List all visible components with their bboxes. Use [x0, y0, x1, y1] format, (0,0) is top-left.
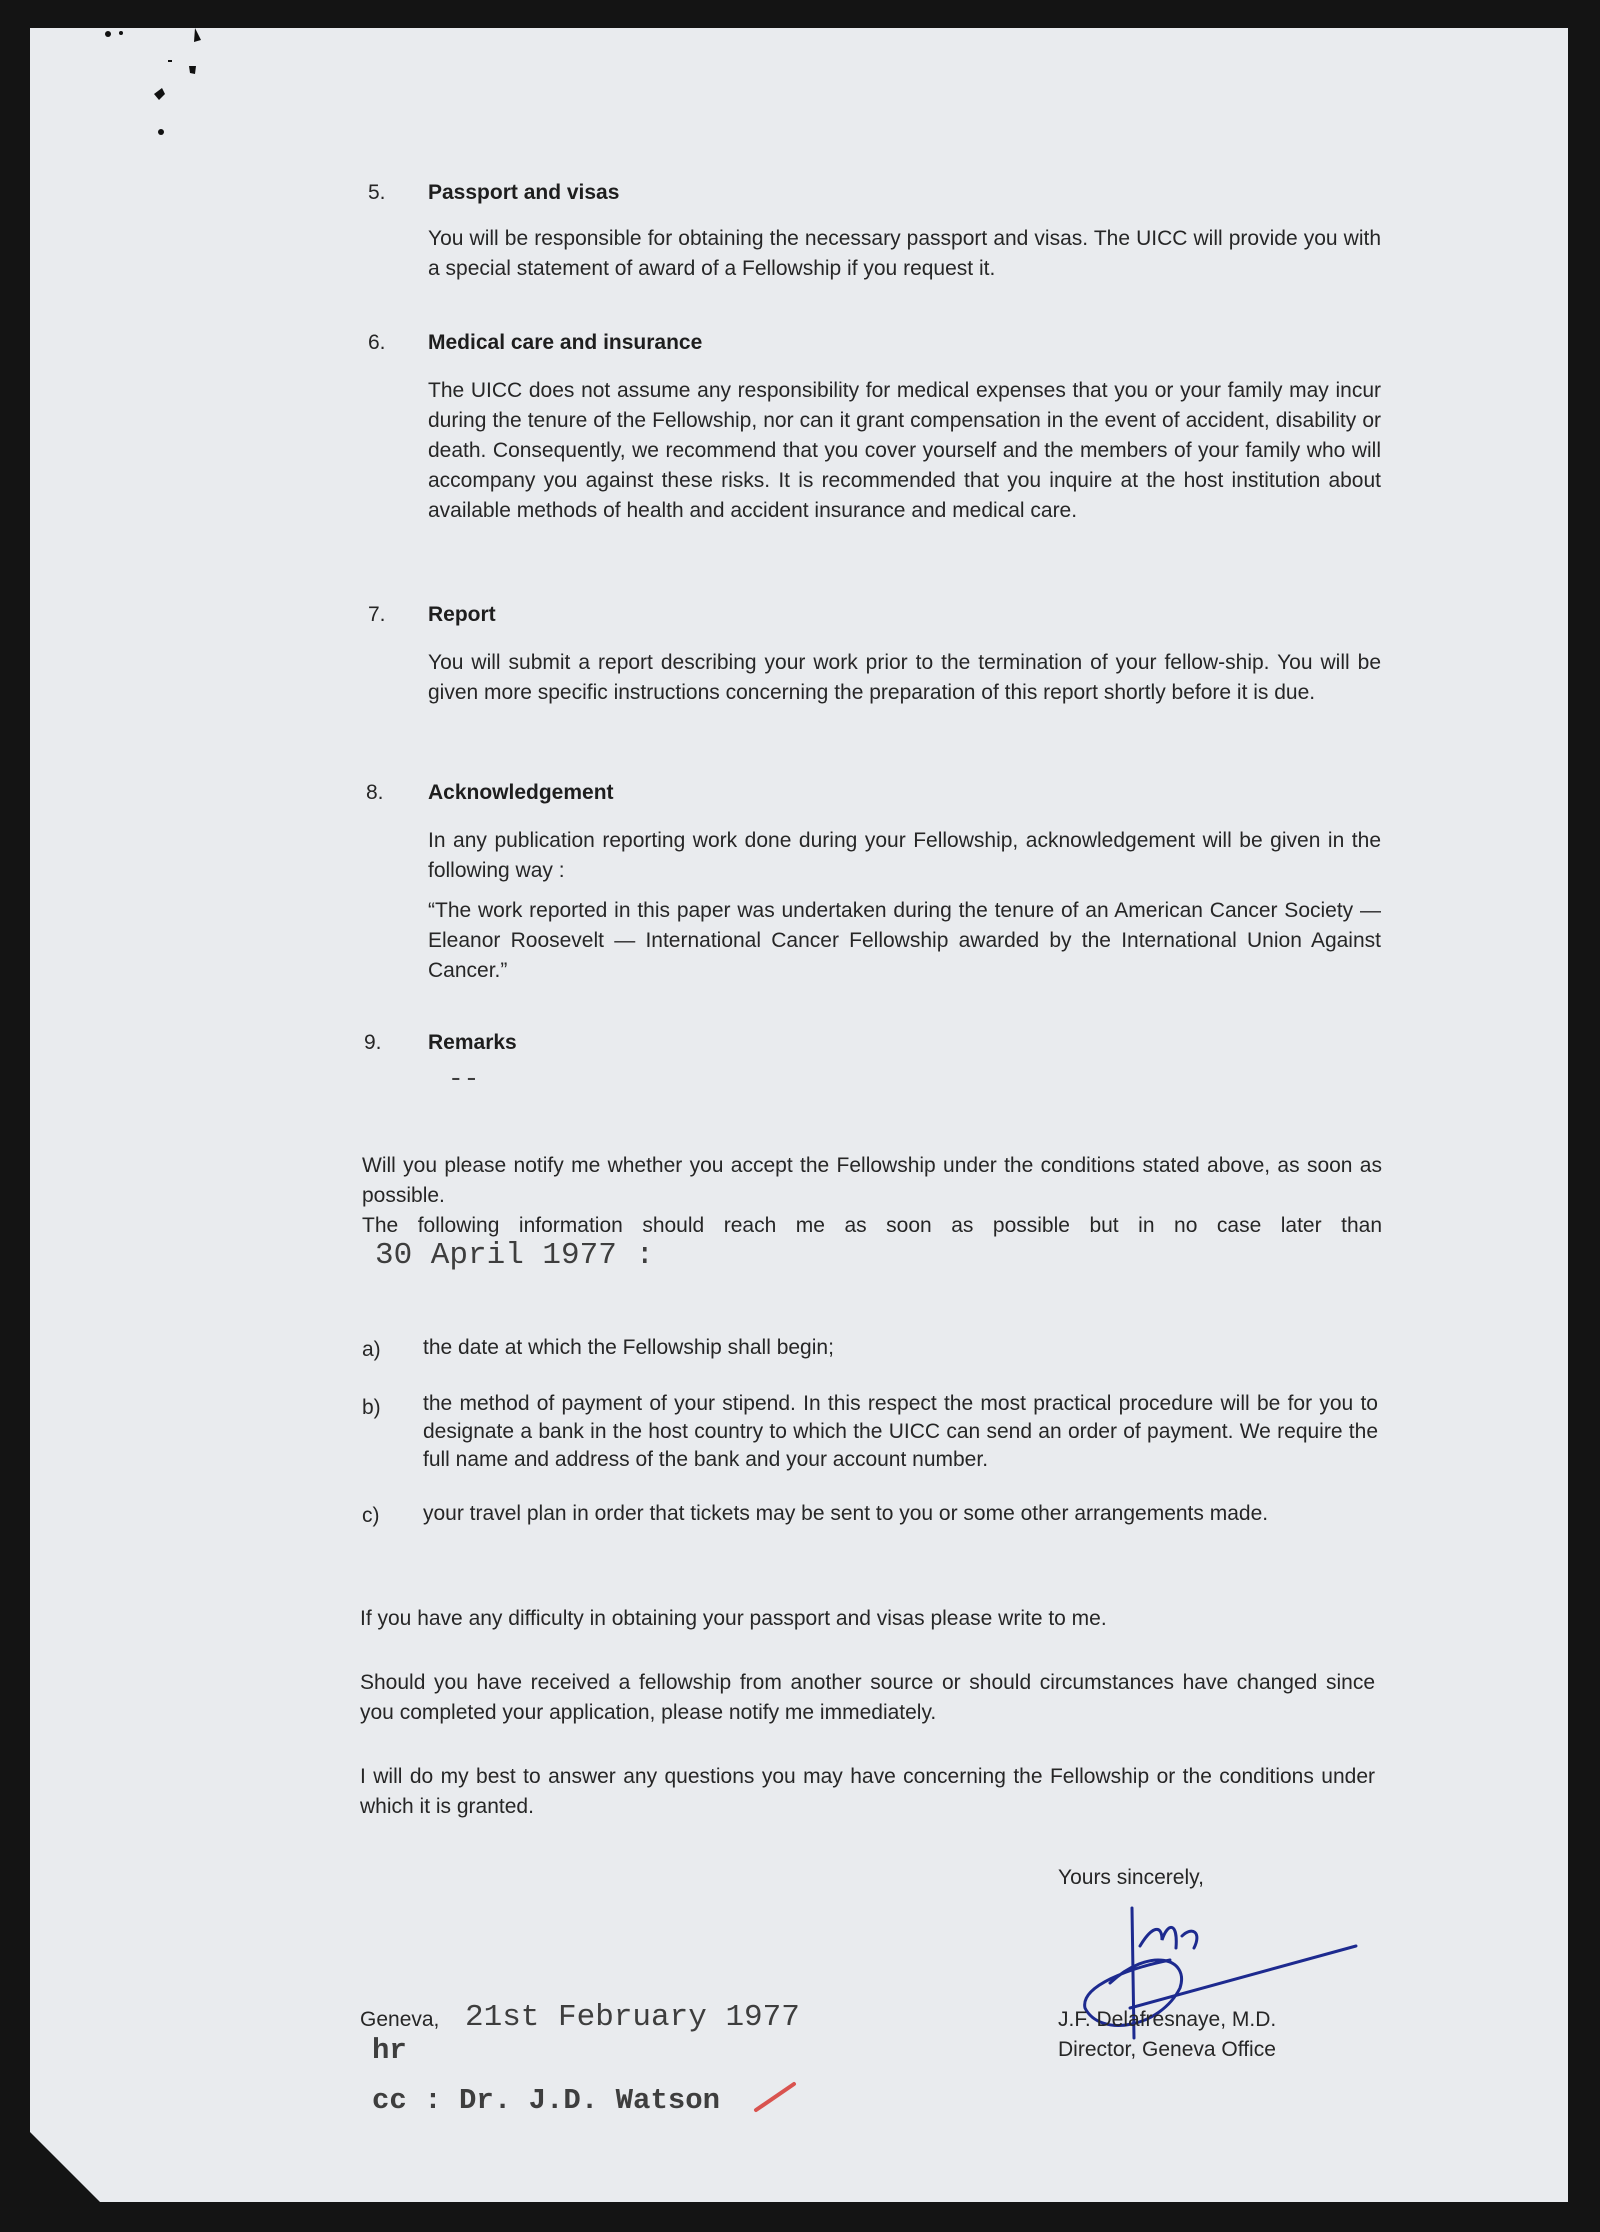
- punch-hole-marks: [70, 28, 210, 148]
- footer-initials: hr: [372, 2034, 407, 2067]
- section-8-number: 8.: [366, 781, 384, 804]
- section-7-number: 7.: [368, 603, 386, 626]
- section-8-paragraph: In any publication reporting work done during your Fellowship, acknowledgement will be given in the following way :: [428, 829, 1381, 882]
- list-item-a: the date at which the Fellowship shall begin;: [423, 1336, 834, 1359]
- signatory-title: Director, Geneva Office: [1058, 2038, 1276, 2061]
- list-item-b: the method of payment of your stipend. In this respect the most practical procedure will be for you to designate a bank in the host country to which the UICC can send an order of payment. We require the full name and address of the bank and your account number.: [423, 1392, 1378, 1471]
- list-label-b: b): [362, 1396, 381, 1419]
- section-7-heading: Report: [428, 603, 496, 626]
- letter-page: [30, 28, 1568, 2202]
- check-mark-icon: [752, 2078, 802, 2118]
- remarks-value: --: [448, 1064, 480, 1094]
- section-9-number: 9.: [364, 1031, 382, 1054]
- section-7-paragraph: You will submit a report describing your work prior to the termination of your fellow-ship. You will be given more specific instructions concerning the preparation of this report shortly before it is due.: [428, 651, 1381, 704]
- section-6-paragraph: The UICC does not assume any responsibility for medical expenses that you or your family may incur during the tenure of the Fellowship, nor can it grant compensation in the event of accident, disability or death. Consequently, we recommend that you cover yourself and the members of your family who will accompany you against these risks. It is recommended that you inquire at the host institution about available methods of health and accident insurance and medical care.: [428, 379, 1381, 522]
- section-5-number: 5.: [368, 181, 386, 204]
- section-9-heading: Remarks: [428, 1031, 517, 1054]
- section-6-number: 6.: [368, 331, 386, 354]
- footer-date: 21st February 1977: [465, 2000, 800, 2035]
- list-label-c: c): [362, 1504, 380, 1527]
- section-8-quote: “The work reported in this paper was undertaken during the tenure of an American Cancer Society — Eleanor Roosevelt — International Cancer Fellowship awarded by the International Union Against Cancer.”: [428, 899, 1381, 982]
- list-item-c: your travel plan in order that tickets may be sent to you or some other arrangements made.: [423, 1502, 1269, 1525]
- section-6-heading: Medical care and insurance: [428, 331, 703, 354]
- signatory-name: J.F. Delafresnaye, M.D.: [1058, 2008, 1277, 2031]
- section-5-paragraph: You will be responsible for obtaining the necessary passport and visas. The UICC will provide you with a special statement of award of a Fellowship if you request it.: [428, 227, 1381, 280]
- folded-corner: [30, 2132, 100, 2202]
- footer-cc: cc : Dr. J.D. Watson: [372, 2084, 721, 2117]
- salutation: Yours sincerely,: [1058, 1866, 1204, 1889]
- deadline-date: 30 April 1977 :: [375, 1238, 655, 1273]
- notify-paragraph: Will you please notify me whether you accept the Fellowship under the conditions stated above, as soon as possible.: [362, 1154, 1382, 1207]
- list-label-a: a): [362, 1338, 381, 1361]
- closing-paragraph-1: If you have any difficulty in obtaining your passport and visas please write to me.: [360, 1607, 1107, 1630]
- info-line: The following information should reach me as soon as possible but in no case later than: [362, 1214, 1382, 1237]
- closing-paragraph-3: I will do my best to answer any questions you may have concerning the Fellowship or the conditions under which it is granted.: [360, 1765, 1375, 1818]
- section-8-heading: Acknowledgement: [428, 781, 614, 804]
- closing-paragraph-2: Should you have received a fellowship from another source or should circumstances have changed since you completed your application, please notify me immediately.: [360, 1671, 1375, 1724]
- footer-place: Geneva,: [360, 2008, 440, 2031]
- section-5-heading: Passport and visas: [428, 181, 620, 204]
